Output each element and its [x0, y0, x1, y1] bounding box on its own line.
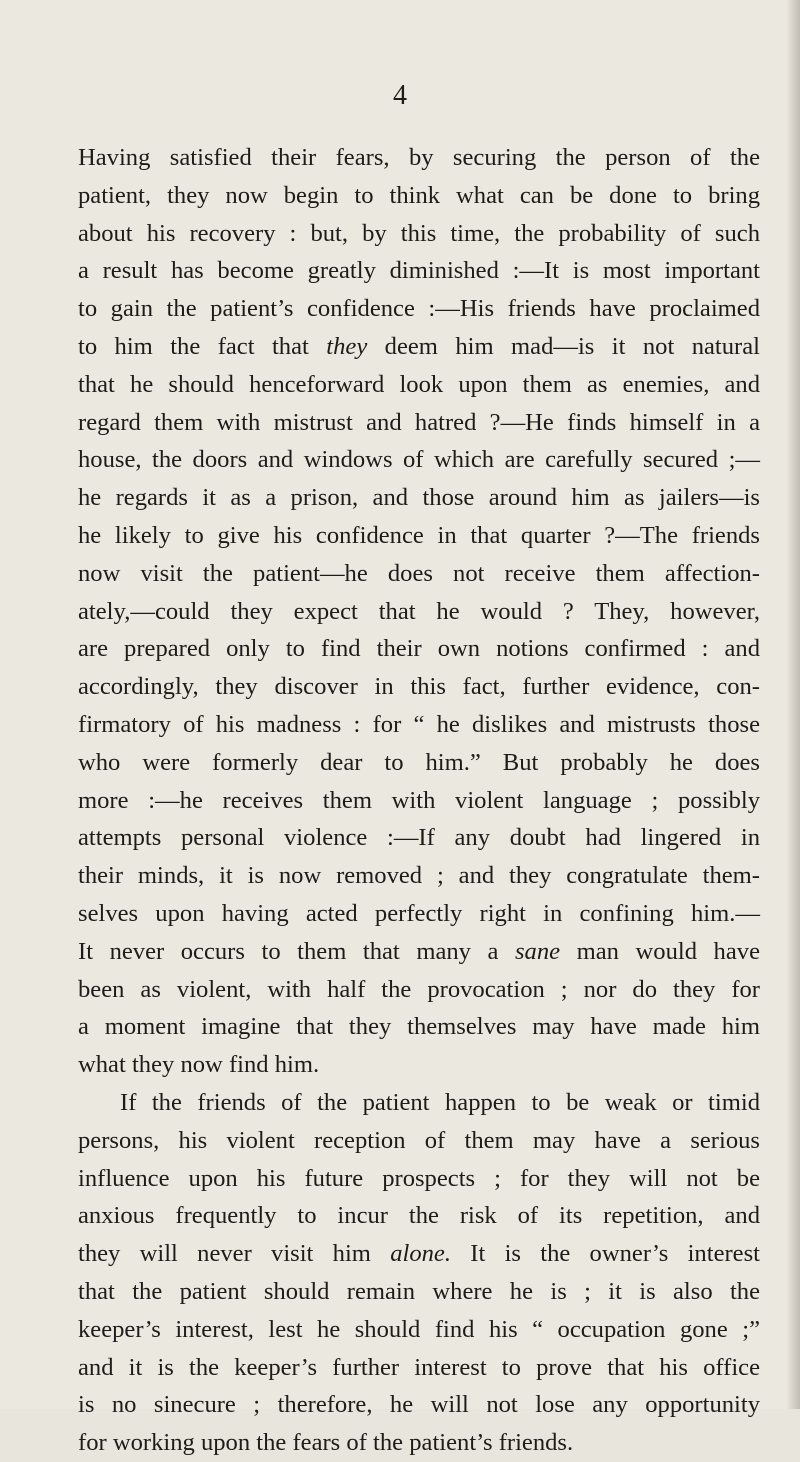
text-line: patient, they now begin to think what can be done to bring — [78, 181, 760, 209]
text-line: is no sinecure ; therefore, he will not lose any opportunity — [78, 1391, 760, 1419]
text-line: house, the doors and windows of which are carefully secured ;— — [78, 446, 760, 474]
text-line: accordingly, they discover in this fact, further evidence, con- — [78, 673, 760, 701]
text-line: he regards it as a prison, and those around him as jailers—is — [78, 484, 760, 512]
text-line: their minds, it is now removed ; and they congratulate them- — [78, 862, 760, 890]
text-line: he likely to give his confidence in that quarter ?—The friends — [78, 521, 760, 549]
body-text — [78, 139, 760, 1462]
text-line: they will never visit him alone. It is the owner’s interest — [78, 1240, 760, 1268]
page-number: 4 — [393, 80, 407, 111]
text-line: who were formerly dear to him.” But probably he does — [78, 748, 760, 776]
text-line: that he should henceforward look upon them as enemies, and — [78, 370, 760, 398]
text-line: about his recovery : but, by this time, the probability of such — [78, 219, 760, 247]
text-line: and it is the keeper’s further interest to prove that his office — [78, 1353, 760, 1381]
text-line: attempts personal violence :—If any doubt had lingered in — [78, 824, 760, 852]
text-line: influence upon his future prospects ; for they will not be — [78, 1164, 760, 1192]
text-line: If the friends of the patient happen to be weak or timid — [120, 1088, 760, 1116]
text-line: firmatory of his madness : for “ he dislikes and mistrusts those — [78, 710, 760, 738]
text-line: been as violent, with half the provocation ; nor do they for — [78, 975, 760, 1003]
text-line: anxious frequently to incur the risk of its repetition, and — [78, 1202, 760, 1230]
text-line: selves upon having acted perfectly right in confining him.— — [78, 899, 760, 927]
text-line: to gain the patient’s confidence :—His friends have proclaimed — [78, 295, 760, 323]
page-edge-shadow — [786, 0, 800, 1409]
text-line: what they now find him. — [78, 1051, 320, 1079]
text-line: ately,—could they expect that he would ? They, however, — [78, 597, 760, 625]
text-line: a moment imagine that they themselves may have made him — [78, 1013, 760, 1041]
text-line: are prepared only to find their own notions confirmed : and — [78, 635, 760, 663]
text-line: persons, his violent reception of them may have a serious — [78, 1126, 760, 1154]
text-line: keeper’s interest, lest he should find his “ occupation gone ;” — [78, 1315, 760, 1343]
text-line: It never occurs to them that many a sane man would have — [78, 937, 760, 965]
text-line: Having satisfied their fears, by securing the person of the — [78, 144, 760, 171]
text-line: a result has become greatly diminished :—It is most important — [78, 257, 760, 285]
text-line: for working upon the fears of the patient’s friends. — [78, 1429, 574, 1457]
text-line: now visit the patient—he does not receive them affection- — [78, 559, 760, 587]
text-line: more :—he receives them with violent language ; possibly — [78, 786, 760, 814]
text-line: regard them with mistrust and hatred ?—He finds himself in a — [78, 408, 760, 436]
text-line: to him the fact that they deem him mad—is it not natural — [78, 332, 761, 360]
text-line: that the patient should remain where he is ; it is also the — [78, 1277, 760, 1305]
